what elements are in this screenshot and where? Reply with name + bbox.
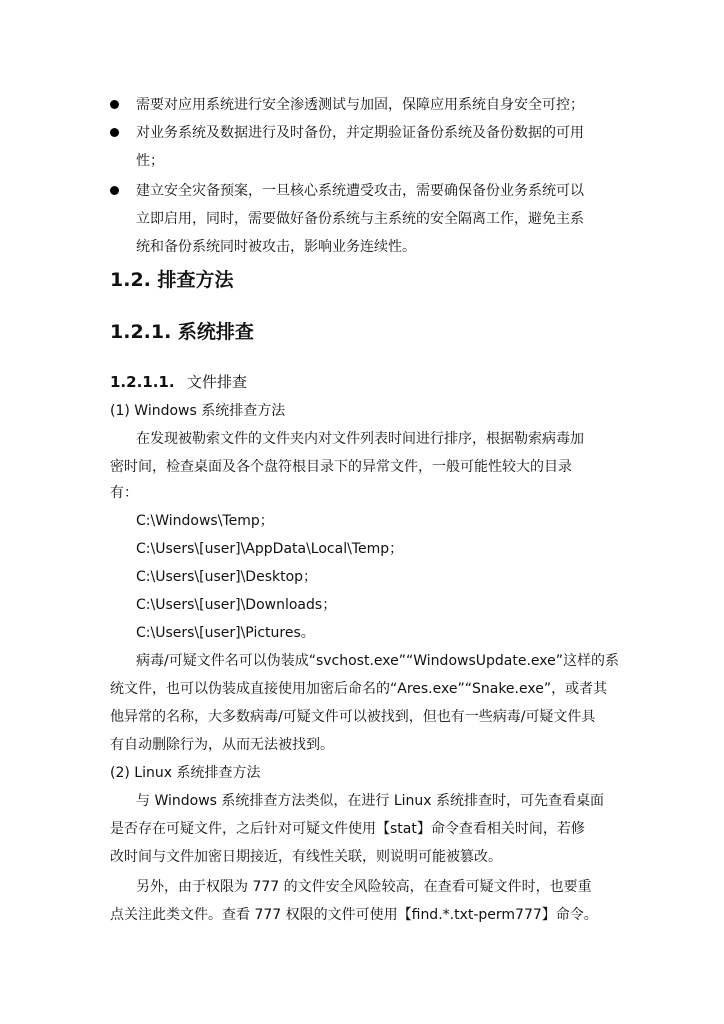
- linux-para2-line-2: 点关注此类文件。查看 777 权限的文件可使用【find.*.txt-perm777】命令。: [110, 907, 598, 923]
- windows-para-line-1: 在发现被勒索文件的文件夹内对文件列表时间进行排序，根据勒索病毒加: [136, 431, 584, 447]
- linux-para-line-2: 是否存在可疑文件，之后针对可疑文件使用【stat】命令查看相关时间，若修: [110, 821, 585, 837]
- windows-para-line-3: 有：: [110, 485, 138, 501]
- windows-para-line-2: 密时间，检查桌面及各个盘符根目录下的异常文件，一般可能性较大的目录: [110, 459, 572, 475]
- windows-heading: (1) Windows 系统排查方法: [110, 403, 286, 419]
- bullet-2-line-2: 性；: [136, 153, 164, 169]
- linux-heading: (2) Linux 系统排查方法: [110, 765, 261, 781]
- path-item: C:\Users\[user]\Desktop；: [136, 569, 318, 585]
- linux-para-line-3: 改时间与文件加密日期接近，有线性关联，则说明可能被篡改。: [110, 849, 502, 865]
- path-item: C:\Users\[user]\Pictures。: [136, 625, 315, 641]
- linux-para2-line-1: 另外，由于权限为 777 的文件安全风险较高，在查看可疑文件时，也要重: [136, 879, 592, 895]
- section-number-1-2-1-1: 1.2.1.1.: [110, 373, 175, 391]
- section-heading-1-2-1: 1.2.1. 系统排查: [110, 321, 254, 343]
- bullet-3-line-1: 建立安全灾备预案，一旦核心系统遭受攻击，需要确保备份业务系统可以: [136, 183, 584, 199]
- bullet-icon: [110, 128, 119, 137]
- bullet-icon: [110, 186, 119, 195]
- bullet-3-line-3: 统和备份系统同时被攻击，影响业务连续性。: [136, 239, 416, 255]
- linux-para-line-1: 与 Windows 系统排查方法类似，在进行 Linux 系统排查时，可先查看桌面: [136, 793, 605, 809]
- windows-para2-line-4: 有自动删除行为，从而无法被找到。: [110, 737, 334, 753]
- path-item: C:\Users\[user]\Downloads；: [136, 597, 337, 613]
- bullet-1-line-1: 需要对应用系统进行安全渗透测试与加固，保障应用系统自身安全可控；: [136, 97, 584, 113]
- section-heading-1-2: 1.2. 排查方法: [110, 269, 234, 291]
- path-item: C:\Windows\Temp；: [136, 513, 274, 529]
- bullet-icon: [110, 100, 119, 109]
- section-title-file-check: 文件排查: [187, 373, 248, 391]
- windows-para2-line-2: 统文件，也可以伪装成直接使用加密后命名的“Ares.exe”“Snake.exe”，或者其: [110, 681, 608, 697]
- windows-para2-line-3: 他异常的名称，大多数病毒/可疑文件可以被找到，但也有一些病毒/可疑文件具: [110, 709, 596, 725]
- windows-para2-line-1: 病毒/可疑文件名可以伪装成“svchost.exe”“WindowsUpdate.exe”这样的系: [136, 653, 619, 669]
- bullet-3-line-2: 立即启用，同时，需要做好备份系统与主系统的安全隔离工作，避免主系: [136, 211, 584, 227]
- bullet-2-line-1: 对业务系统及数据进行及时备份，并定期验证备份系统及备份数据的可用: [136, 125, 584, 141]
- path-item: C:\Users\[user]\AppData\Local\Temp；: [136, 541, 404, 557]
